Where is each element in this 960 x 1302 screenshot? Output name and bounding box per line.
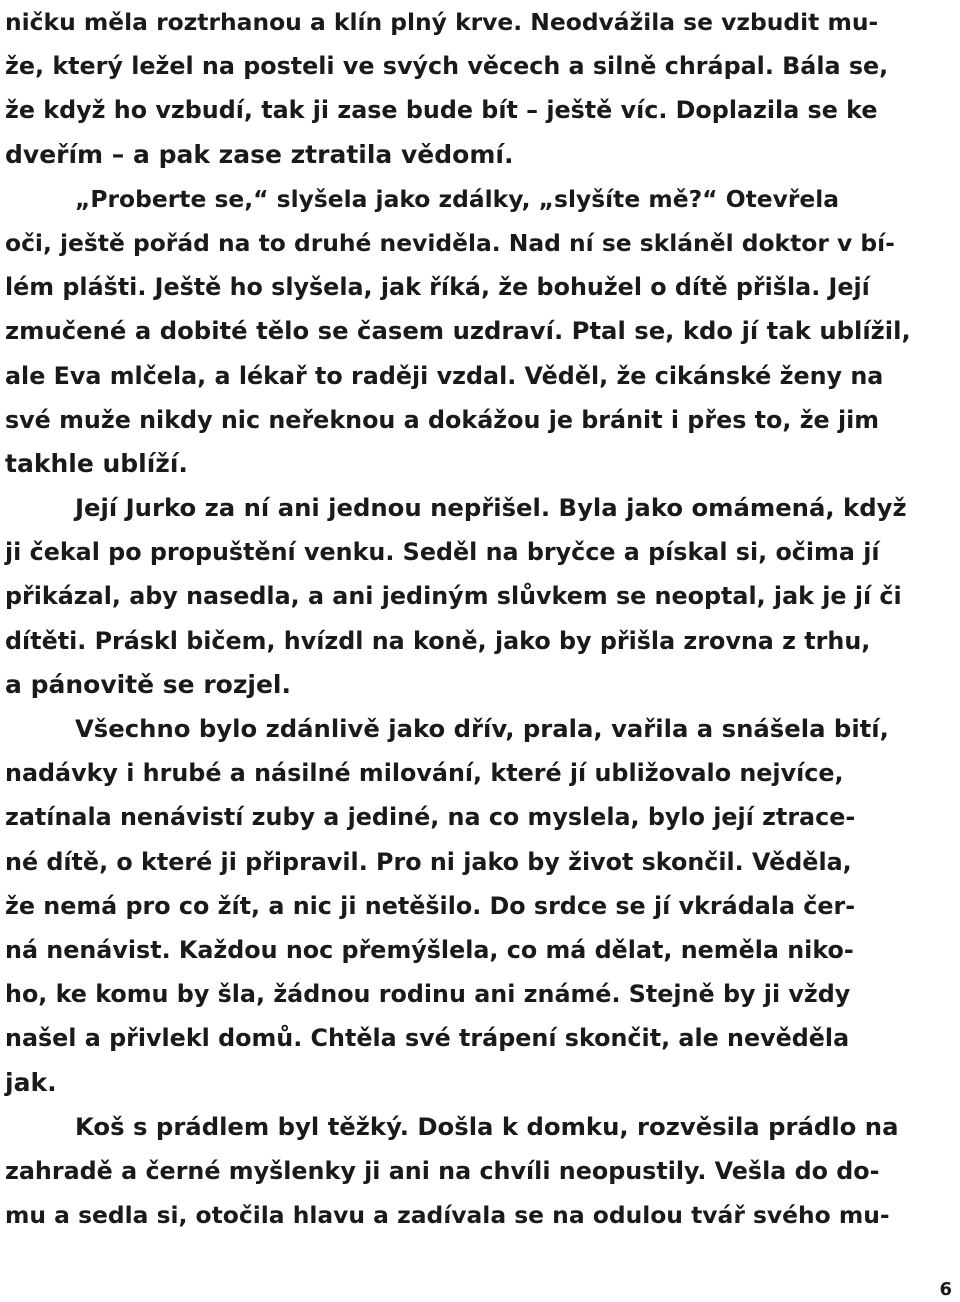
text-line: zatínala nenávistí zuby a jediné, na co myslela, bylo její ztrace- (5, 803, 856, 832)
text-line: takhle ublíží. (5, 448, 188, 478)
text-line: Koš s prádlem byl těžký. Došla k domku, rozvěsila prádlo na (75, 1111, 899, 1141)
text-line: zmučené a dobité tělo se časem uzdraví. Ptal se, kdo jí tak ublížil, (5, 316, 911, 346)
page-text (5, 0, 955, 1237)
text-line: Všechno bylo zdánlivě jako dřív, prala, vařila a snášela bití, (75, 714, 889, 743)
text-line: nadávky i hrubé a násilné milování, které jí ubližovalo nejvíce, (5, 759, 844, 788)
text-line: jak. (5, 1067, 57, 1097)
text-line: ji čekal po propuštění venku. Seděl na bryčce a pískal si, očima jí (5, 538, 880, 567)
text-line: a pánovitě se rozjel. (5, 669, 291, 699)
text-line: že když ho vzbudí, tak ji zase bude bít – ještě víc. Doplazila se ke (5, 96, 878, 125)
text-line: své muže nikdy nic neřeknou a dokážou je bránit i přes to, že jim (5, 405, 880, 434)
text-line: „Proberte se,“ slyšela jako zdálky, „slyšíte mě?“ Otevřela (75, 184, 840, 213)
text-line: oči, ještě pořád na to druhé neviděla. Nad ní se skláněl doktor v bí- (5, 228, 895, 257)
text-line: Její Jurko za ní ani jednou nepřišel. Byla jako omámená, když (75, 493, 907, 523)
text-line: né dítě, o které ji připravil. Pro ni jako by život skončil. Věděla, (5, 847, 852, 876)
text-line: přikázal, aby nasedla, a ani jediným slůvkem se neoptal, jak je jí či (5, 582, 902, 611)
page-number: 6 (939, 1279, 952, 1300)
text-line: mu a sedla si, otočila hlavu a zadívala se na odulou tvář svého mu- (5, 1201, 890, 1230)
text-line: ničku měla roztrhanou a klín plný krve. Neodvážila se vzbudit mu- (5, 8, 879, 36)
text-line: dveřím – a pak zase ztratila vědomí. (5, 139, 514, 169)
text-line: zahradě a černé myšlenky ji ani na chvíli neopustily. Vešla do do- (5, 1156, 880, 1185)
text-line: našel a přivlekl domů. Chtěla své trápení skončit, ale nevěděla (5, 1024, 850, 1053)
text-line: že nemá pro co žít, a nic ji netěšilo. Do srdce se jí vkrádala čer- (5, 891, 856, 920)
text-line: ale Eva mlčela, a lékař to raději vzdal. Věděl, že cikánské ženy na (5, 361, 884, 390)
text-line: ná nenávist. Každou noc přemýšlela, co má dělat, neměla niko- (5, 935, 854, 964)
text-line: dítěti. Práskl bičem, hvízdl na koně, jako by přišla zrovna z trhu, (5, 626, 871, 655)
text-line: že, který ležel na posteli ve svých věcech a silně chrápal. Bála se, (5, 52, 889, 81)
text-line: lém plášti. Ještě ho slyšela, jak říká, že bohužel o dítě přišla. Její (5, 273, 870, 302)
text-line: ho, ke komu by šla, žádnou rodinu ani známé. Stejně by ji vždy (5, 980, 851, 1009)
